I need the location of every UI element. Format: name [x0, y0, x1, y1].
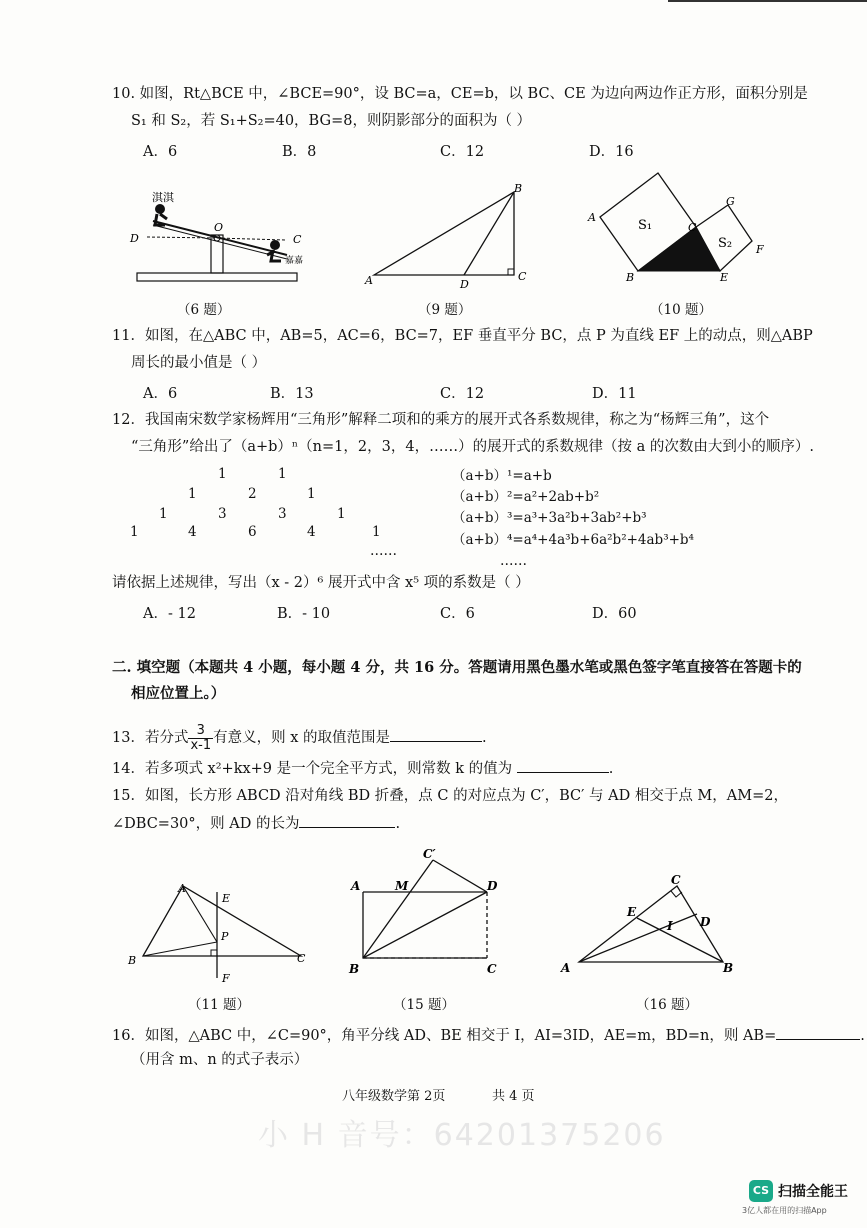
fig11-label-p: P	[221, 930, 229, 943]
fig16-label-c: C	[671, 873, 681, 887]
app-tagline: 3亿人都在用的扫描App	[742, 1206, 827, 1215]
fig6-caption: （6 题）	[177, 302, 231, 318]
fig9-label-b: B	[514, 182, 523, 195]
fig6-label-o: O	[214, 221, 224, 234]
q12-option-d: D．60	[592, 606, 637, 622]
fig9-caption: （9 题）	[418, 302, 472, 318]
fig16-label-d: D	[700, 915, 711, 929]
fig10-label-s2: S₂	[718, 236, 733, 251]
q13-denominator: x-1	[190, 737, 212, 753]
q10-line2: S₁ 和 S₂，若 S₁+S₂=40，BG=8，则阴影部分的面积为（ ）	[131, 113, 532, 129]
figure-11-triangle	[125, 878, 320, 986]
q14	[112, 758, 613, 779]
q16-line2: （用含 m、n 的式子表示）	[131, 1052, 309, 1068]
triangle-r1-c2: 1	[278, 466, 287, 482]
q15-line2-text: ∠DBC=30°，则 AD 的长为	[112, 816, 300, 832]
q13-end: .	[482, 730, 487, 746]
triangle-r2-c3: 1	[307, 486, 316, 502]
q10-option-d: D．16	[589, 144, 634, 160]
q13-suffix: 有意义，则 x 的取值范围是	[213, 730, 391, 746]
figure-9-triangle	[362, 180, 537, 290]
fig10-label-f: F	[756, 243, 764, 256]
q13-answer-blank[interactable]	[390, 727, 482, 742]
fig9-label-c: C	[518, 270, 527, 283]
expansion-1: （a+b）¹=a+b	[452, 468, 552, 484]
fig6-label-d: D	[130, 232, 139, 245]
q12-option-b: B．- 10	[277, 606, 331, 622]
expansions-more: ……	[500, 553, 527, 569]
q11-line2: 周长的最小值是（ ）	[131, 355, 267, 371]
q12-option-c: C．6	[440, 606, 475, 622]
q16-line1	[112, 1025, 865, 1046]
triangle-r4-c4: 4	[307, 524, 316, 540]
section2-heading-line2: 相应位置上。）	[131, 685, 226, 702]
q12-ask: 请依据上述规律，写出（x - 2）⁶ 展开式中含 x⁵ 项的系数是（ ）	[112, 575, 530, 591]
fig16-label-a: A	[561, 961, 571, 975]
q14-end: .	[608, 761, 614, 777]
fig11-label-e: E	[222, 892, 231, 905]
fig15-caption: （15 题）	[393, 997, 455, 1013]
camscanner-logo-icon: CS	[749, 1180, 773, 1202]
triangle-r4-c5: 1	[372, 524, 381, 540]
q15-answer-blank[interactable]	[299, 813, 395, 828]
triangle-r3-c3: 3	[278, 506, 287, 522]
q11-option-a: A．6	[143, 386, 178, 402]
triangle-r4-c2: 4	[188, 524, 197, 540]
fig6-label-qiqi: 淇淇	[152, 191, 174, 204]
q15-line1: 15．如图，长方形 ABCD 沿对角线 BD 折叠，点 C 的对应点为 C′，BC′ 与 AD 相交于点 M，AM=2，	[112, 788, 788, 804]
figure-6-seesaw	[125, 185, 305, 290]
q15-end: .	[395, 816, 401, 832]
q16-answer-blank[interactable]	[776, 1025, 860, 1040]
q11-option-b: B．13	[270, 386, 314, 402]
fig15-label-c-prime: C′	[423, 847, 436, 861]
q13-fraction	[188, 724, 213, 753]
fig9-label-d: D	[460, 278, 469, 290]
q11-line1: 11．如图，在△ABC 中，AB=5，AC=6，BC=7，EF 垂直平分 BC，点 P 为直线 EF 上的动点，则△ABP	[112, 328, 813, 344]
fig11-label-a: A	[178, 882, 186, 895]
q12-option-a: A．- 12	[143, 606, 196, 622]
q13-prefix: 13．若分式	[112, 730, 189, 746]
fig6-label-jiajia: 嘉嘉	[285, 256, 304, 266]
fig6-label-c: C	[293, 233, 302, 246]
fig10-label-e: E	[720, 271, 729, 284]
footer-total-pages: 共 4 页	[492, 1089, 535, 1104]
fig11-label-f: F	[222, 972, 230, 985]
q10-option-b: B．8	[282, 144, 317, 160]
triangle-r3-c4: 1	[337, 506, 346, 522]
q11-option-c: C．12	[440, 386, 485, 402]
fig10-label-s1: S₁	[638, 218, 653, 233]
triangle-r4-c1: 1	[130, 524, 139, 540]
fig10-caption: （10 题）	[650, 302, 712, 318]
figure-15-folded-rectangle	[345, 840, 510, 982]
q10-line1: 10. 如图，Rt△BCE 中，∠BCE=90°，设 BC=a，CE=b，以 BC、CE 为边向两边作正方形，面积分别是	[112, 86, 808, 102]
fig15-label-m: M	[395, 879, 409, 893]
fig11-label-c: C	[297, 952, 306, 965]
fig16-label-i: I	[667, 919, 673, 933]
watermark: 小 H 音号：64201375206	[258, 1118, 666, 1153]
q16-line1-text: 16．如图，△ABC 中，∠C=90°，角平分线 AD、BE 相交于 I，AI=3ID，AE=m，BD=n，则 AB=	[112, 1028, 777, 1044]
section2-heading-line1: 二. 填空题（本题共 4 小题，每小题 4 分，共 16 分。答题请用黑色墨水笔或黑色签字笔直接答在答题卡的	[112, 659, 802, 676]
q12-line1: 12．我国南宋数学家杨辉用“三角形”解释二项和的乘方的展开式各系数规律，称之为“杨辉三角”，这个	[112, 412, 770, 428]
q16-end: .	[860, 1028, 865, 1044]
fig10-label-c: C	[688, 221, 697, 234]
triangle-r2-c2: 2	[248, 486, 257, 502]
figure-16-right-triangle	[555, 872, 745, 980]
triangle-r3-c1: 1	[159, 506, 168, 522]
q11-option-d: D．11	[592, 386, 637, 402]
triangle-r4-c3: 6	[248, 524, 257, 540]
fig9-label-a: A	[365, 274, 373, 287]
fig16-label-b: B	[723, 961, 734, 975]
fig15-label-d: D	[487, 879, 498, 893]
q14-answer-blank[interactable]	[517, 758, 609, 773]
triangle-r1-c1: 1	[218, 466, 227, 482]
top-edge-mark	[668, 0, 867, 2]
expansion-2: （a+b）²=a²+2ab+b²	[452, 489, 600, 505]
q12-line2: “三角形”给出了（a+b）ⁿ（n=1，2，3，4，……）的展开式的系数规律（按 a 的次数由大到小的顺序）.	[131, 439, 815, 455]
fig16-label-e: E	[627, 905, 637, 919]
triangle-more: ……	[370, 543, 397, 559]
triangle-r2-c1: 1	[188, 486, 197, 502]
fig10-label-g: G	[726, 195, 735, 208]
footer-page-label: 八年级数学第 2页	[342, 1089, 446, 1104]
q13	[112, 719, 487, 757]
fig15-label-a: A	[351, 879, 361, 893]
triangle-r3-c2: 3	[218, 506, 227, 522]
fig11-caption: （11 题）	[188, 997, 250, 1013]
q14-text: 14．若多项式 x²+kx+9 是一个完全平方式，则常数 k 的值为	[112, 761, 513, 777]
fig15-label-b: B	[349, 962, 360, 976]
q10-option-c: C．12	[440, 144, 485, 160]
fig10-label-a: A	[588, 211, 596, 224]
q13-numerator: 3	[188, 724, 213, 739]
q10-option-a: A．6	[143, 144, 178, 160]
expansion-4: （a+b）⁴=a⁴+4a³b+6a²b²+4ab³+b⁴	[452, 532, 694, 548]
q15-line2	[112, 813, 400, 834]
fig15-label-c: C	[487, 962, 497, 976]
fig11-label-b: B	[128, 954, 137, 967]
figure-10-squares	[580, 165, 770, 290]
app-name: 扫描全能王	[778, 1184, 848, 1200]
expansion-3: （a+b）³=a³+3a²b+3ab²+b³	[452, 510, 647, 526]
fig16-caption: （16 题）	[636, 997, 698, 1013]
fig10-label-b: B	[626, 271, 635, 284]
